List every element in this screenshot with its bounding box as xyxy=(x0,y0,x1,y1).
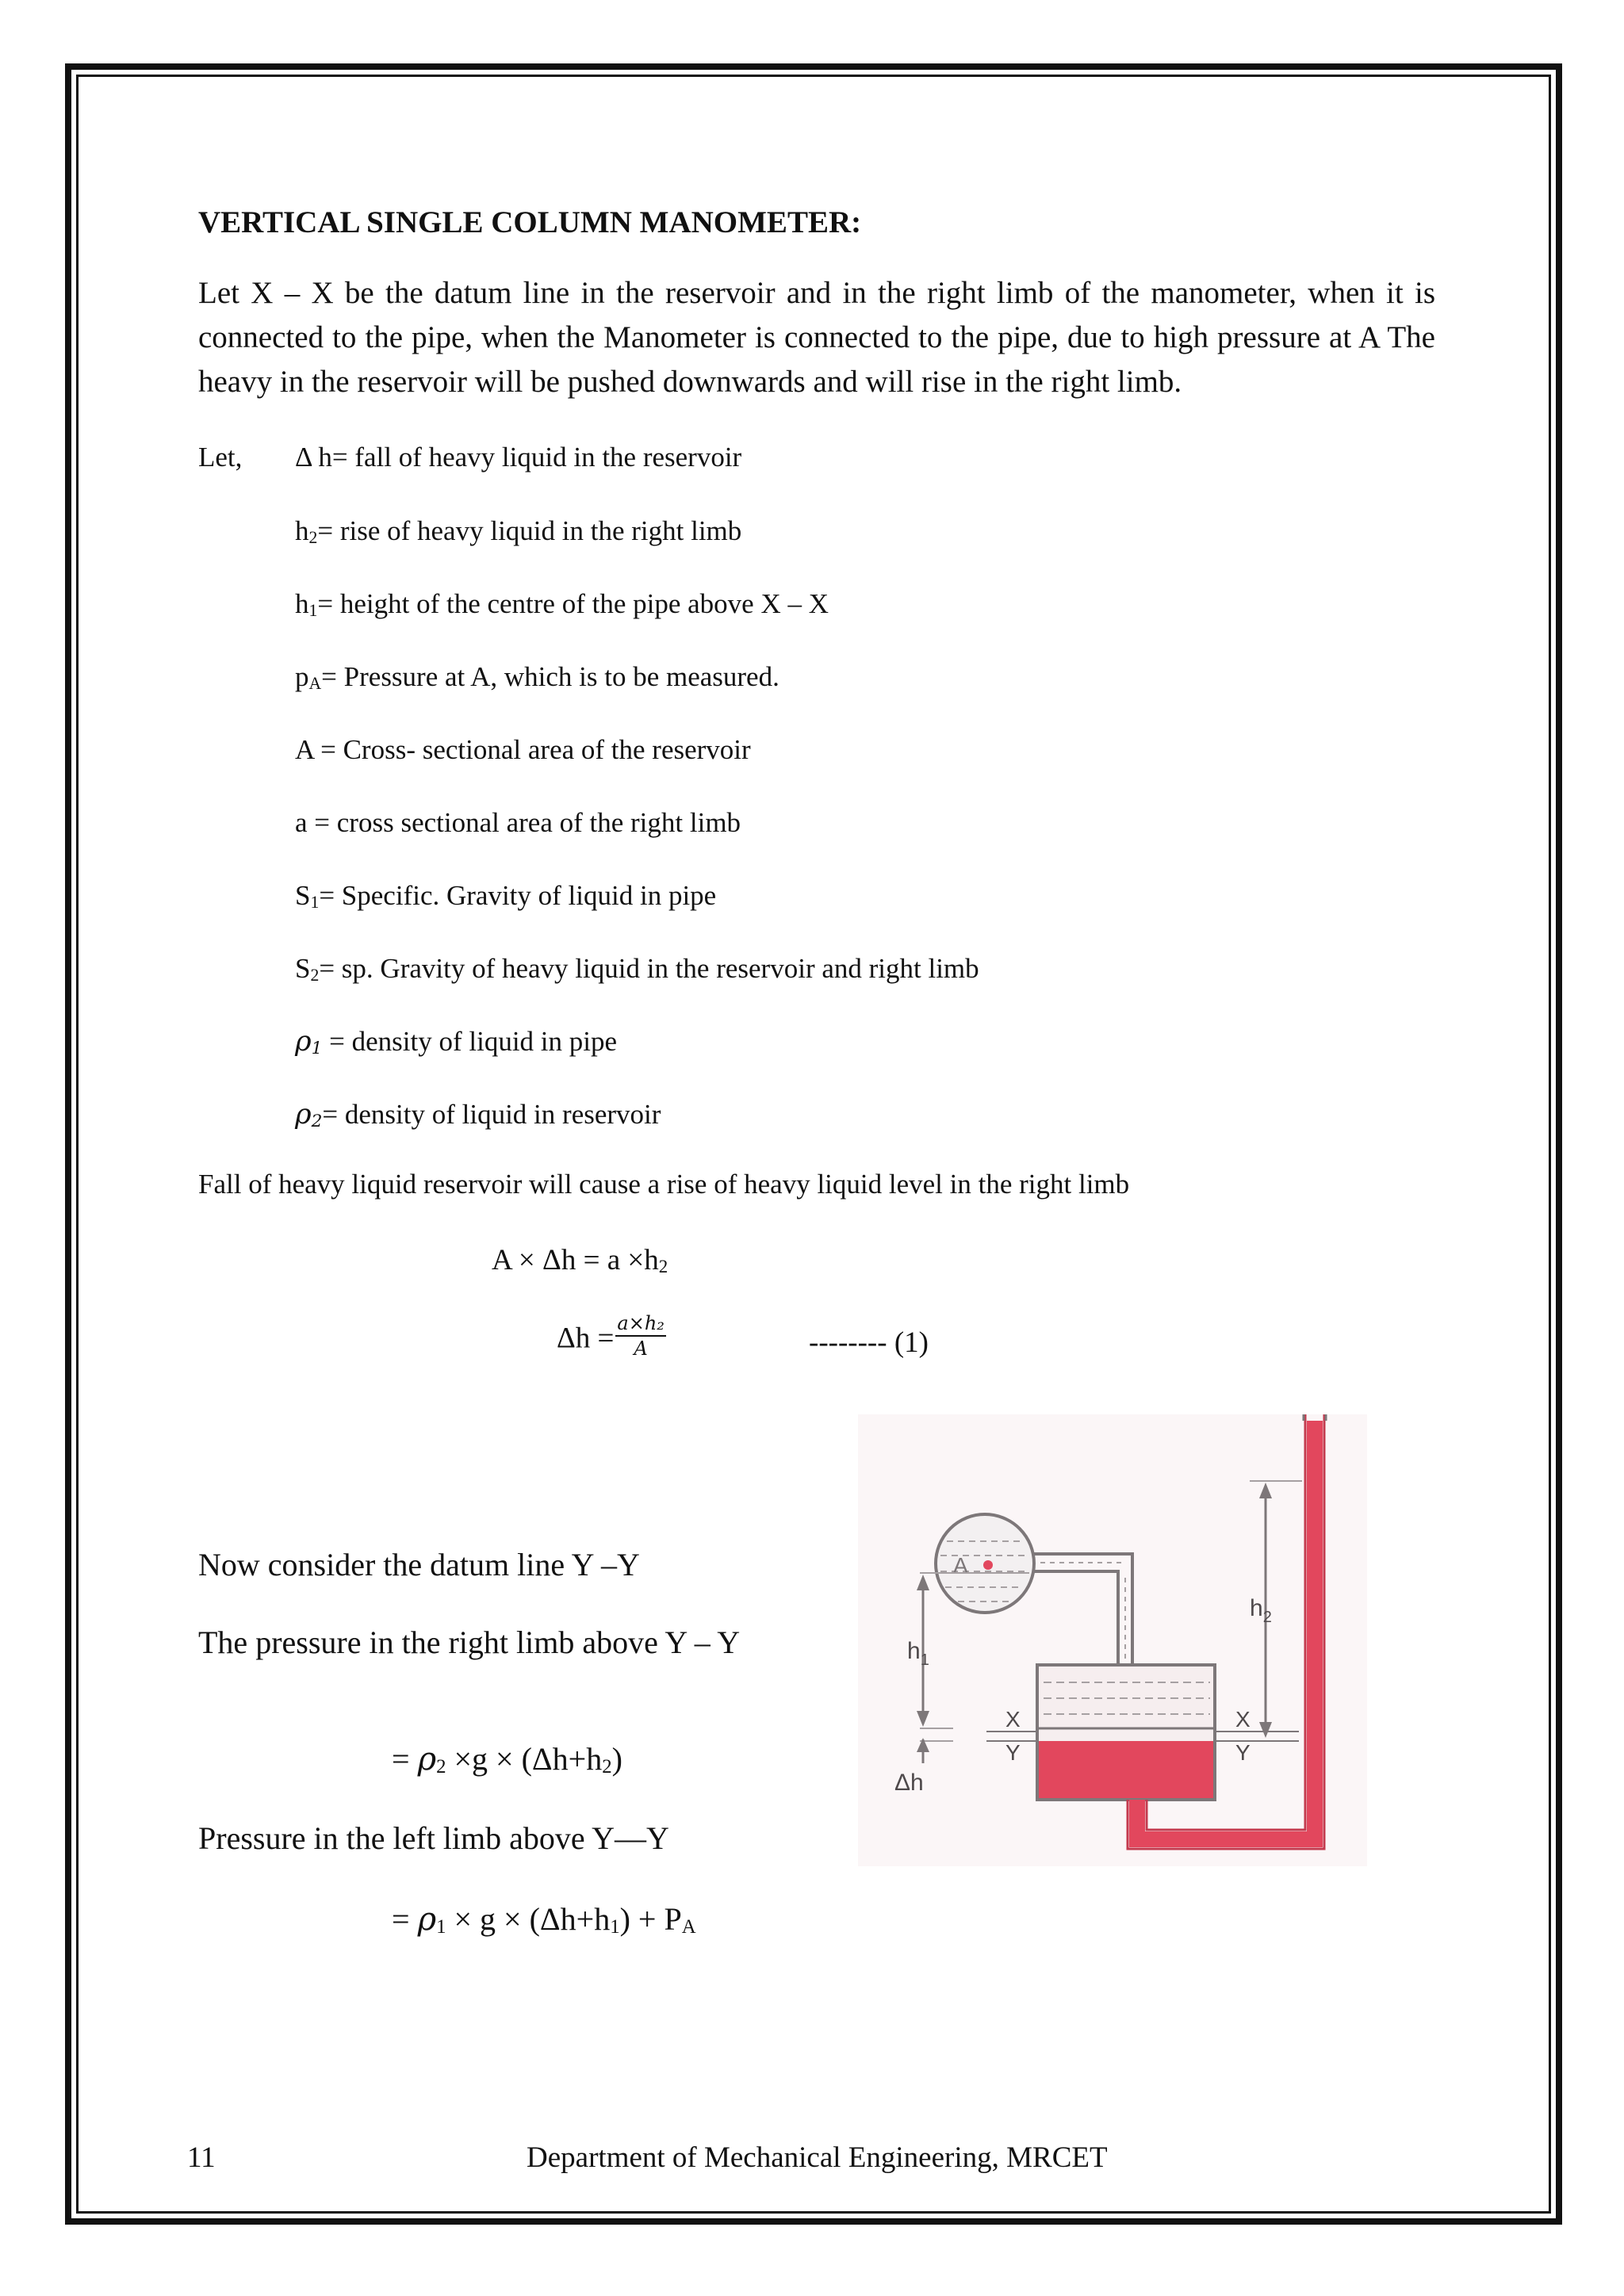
def-rho1: $\rho_1$ = density of liquid in pipe xyxy=(295,1026,618,1058)
h1-arrow-top xyxy=(917,1575,929,1590)
page-number: 11 xyxy=(187,2141,216,2174)
left-limb-text: Pressure in the left limb above Y—Y xyxy=(198,1820,669,1856)
def-s1: $S_1=$ Specific. Gravity of liquid in pipe xyxy=(295,880,717,912)
label-a: A xyxy=(953,1553,968,1578)
label-h1: $h_1$ xyxy=(907,1638,929,1669)
equation-right-limb: = $\rho_2 \times g \times (\Delta h+h_2)$ xyxy=(392,1741,622,1777)
manometer-diagram xyxy=(858,1414,1367,1866)
label-y-left: Y xyxy=(1005,1740,1021,1765)
right-limb-text: The pressure in the right limb above Y – Y xyxy=(198,1624,741,1660)
limb-top xyxy=(1304,1414,1326,1421)
dh-arrow xyxy=(917,1738,929,1752)
manometer-figure xyxy=(858,1414,1367,1866)
def-h2: $h_2=$ rise of heavy liquid in the right limb xyxy=(295,515,742,547)
def-pa: $p_A=$ Pressure at A, which is to be measured. xyxy=(295,661,779,693)
label-h2: $h_2$ xyxy=(1250,1595,1272,1626)
fall-statement: Fall of heavy liquid reservoir will cause a rise of heavy liquid level in the right limb xyxy=(198,1169,1130,1200)
def-reservoir-area: A = Cross- sectional area of the reservoir xyxy=(295,734,751,765)
label-x-left: X xyxy=(1005,1707,1021,1732)
h1-arrow-bottom xyxy=(917,1711,929,1727)
h2-arrow-bottom xyxy=(1259,1722,1272,1738)
footer-department: Department of Mechanical Engineering, MRCET xyxy=(527,2141,1108,2174)
let-label: Let, xyxy=(198,442,243,473)
def-delta-h: Δ h= fall of heavy liquid in the reservoir xyxy=(295,442,742,473)
reservoir-heavy-liquid xyxy=(1039,1741,1213,1798)
equation-label: -------- (1) xyxy=(809,1326,929,1359)
label-x-right: X xyxy=(1235,1707,1251,1732)
point-a-marker xyxy=(983,1560,993,1570)
def-rho2: $\rho_2=$ density of liquid in reservoir xyxy=(295,1099,661,1131)
datum-line-text: Now consider the datum line Y –Y xyxy=(198,1547,640,1582)
fraction: $\frac{\text{a×h₂}}{A}$ xyxy=(617,1312,665,1360)
tube-dashes xyxy=(1040,1563,1125,1681)
def-s2: $S_2=$ sp. Gravity of heavy liquid in the reservoir and right limb xyxy=(295,953,979,985)
section-title: VERTICAL SINGLE COLUMN MANOMETER: xyxy=(198,205,862,239)
equation-area-balance: $A \times \Delta h = a \times h_2$ xyxy=(492,1244,668,1276)
label-y-right: Y xyxy=(1235,1740,1251,1765)
equation-left-limb: = $\rho_1 \times g \times (\Delta h+h_1) + P_A$ xyxy=(392,1901,696,1938)
def-h1: $h_1=$ height of the centre of the pipe above X – X xyxy=(295,588,829,620)
h2-arrow-top xyxy=(1259,1483,1272,1498)
intro-paragraph: Let X – X be the datum line in the reservoir and in the right limb of the manometer, when it is connected to the pipe, when the Manometer is connected to the pipe, due to high pressure at A The heavy in the reservoir will be pushed downwards and will rise in the right limb. xyxy=(198,276,1435,399)
def-limb-area: a = cross sectional area of the right limb xyxy=(295,807,741,838)
label-delta-h: Δh xyxy=(894,1770,924,1796)
equation-delta-h: Δh = $\frac{\text{a×h₂}}{A}$ xyxy=(557,1312,665,1360)
